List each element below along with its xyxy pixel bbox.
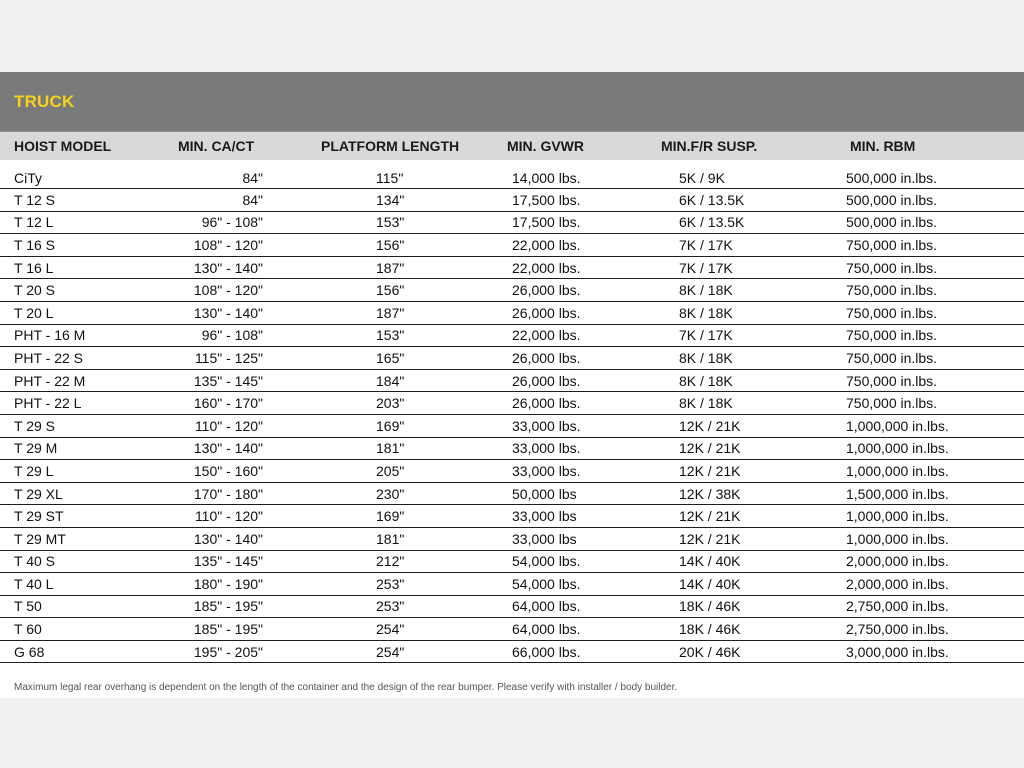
table-row [0,234,1024,257]
cell-min-rbm: 1,000,000 in.lbs. [846,417,949,434]
cell-min-gvwr: 54,000 lbs. [512,553,581,570]
header-min-gvwr: MIN. GVWR [507,138,584,154]
table-row [0,189,1024,212]
cell-min-gvwr: 22,000 lbs. [512,259,581,276]
table-row [0,528,1024,551]
cell-hoist-model: T 60 [14,621,42,638]
cell-platform-length: 153" [376,327,405,344]
cell-min-ca-ct: 130" - 140" [193,259,263,276]
cell-min-rbm: 1,000,000 in.lbs. [846,462,949,479]
cell-min-fr-susp: 12K / 21K [679,530,741,547]
cell-hoist-model: PHT - 16 M [14,327,86,344]
cell-min-gvwr: 14,000 lbs. [512,169,581,186]
cell-hoist-model: G 68 [14,643,45,660]
cell-min-rbm: 750,000 in.lbs. [846,259,938,276]
cell-min-ca-ct: 130" - 140" [193,304,263,321]
cell-hoist-model: T 12 S [14,191,55,208]
cell-min-ca-ct: 170" - 180" [193,485,263,502]
table-body [0,167,1024,663]
cell-platform-length: 169" [376,417,405,434]
cell-platform-length: 184" [376,372,405,389]
table-row [0,392,1024,415]
header-min-rbm: MIN. RBM [850,138,916,154]
cell-min-gvwr: 33,000 lbs [512,508,577,525]
cell-min-rbm: 750,000 in.lbs. [846,349,938,366]
cell-min-fr-susp: 8K / 18K [679,349,733,366]
cell-min-gvwr: 22,000 lbs. [512,327,581,344]
cell-min-gvwr: 26,000 lbs. [512,372,581,389]
cell-min-rbm: 750,000 in.lbs. [846,236,938,253]
table-row [0,279,1024,302]
cell-min-fr-susp: 18K / 46K [679,598,741,615]
cell-min-gvwr: 50,000 lbs [512,485,577,502]
cell-min-rbm: 2,000,000 in.lbs. [846,575,949,592]
cell-hoist-model: T 50 [14,598,42,615]
cell-min-fr-susp: 6K / 13.5K [679,191,745,208]
cell-hoist-model: PHT - 22 S [14,349,83,366]
table-row [0,415,1024,438]
cell-platform-length: 205" [376,462,405,479]
cell-min-ca-ct: 135" - 145" [193,372,263,389]
table-row [0,460,1024,483]
table-row [0,167,1024,189]
cell-min-gvwr: 26,000 lbs. [512,349,581,366]
cell-min-gvwr: 64,000 lbs. [512,621,581,638]
cell-min-ca-ct: 160" - 170" [193,395,263,412]
header-platform-length: PLATFORM LENGTH [321,138,460,154]
cell-min-rbm: 1,000,000 in.lbs. [846,440,949,457]
cell-platform-length: 254" [376,621,405,638]
cell-platform-length: 165" [376,349,405,366]
cell-min-gvwr: 26,000 lbs. [512,304,581,321]
cell-min-rbm: 500,000 in.lbs. [846,169,938,186]
cell-min-fr-susp: 12K / 21K [679,462,741,479]
cell-min-fr-susp: 8K / 18K [679,395,733,412]
cell-hoist-model: T 40 S [14,553,55,570]
cell-min-gvwr: 33,000 lbs. [512,440,581,457]
table-row [0,551,1024,574]
cell-min-rbm: 500,000 in.lbs. [846,214,938,231]
cell-hoist-model: T 40 L [14,575,54,592]
cell-min-fr-susp: 18K / 46K [679,621,741,638]
cell-platform-length: 134" [376,191,405,208]
cell-min-ca-ct: 130" - 140" [193,530,263,547]
cell-platform-length: 253" [376,598,405,615]
cell-min-rbm: 3,000,000 in.lbs. [846,643,949,660]
cell-hoist-model: T 16 L [14,259,54,276]
cell-min-gvwr: 64,000 lbs. [512,598,581,615]
cell-platform-length: 254" [376,643,405,660]
cell-min-ca-ct: 180" - 190" [193,575,263,592]
cell-min-ca-ct: 110" - 120" [194,508,263,525]
table-row [0,618,1024,641]
cell-hoist-model: T 29 L [14,462,54,479]
cell-platform-length: 203" [376,395,405,412]
cell-min-ca-ct: 84" [242,169,263,186]
cell-min-rbm: 2,750,000 in.lbs. [846,598,949,615]
cell-min-ca-ct: 185" - 195" [193,621,263,638]
cell-min-gvwr: 66,000 lbs. [512,643,581,660]
cell-min-ca-ct: 96" - 108" [201,214,263,231]
cell-hoist-model: T 29 M [14,440,58,457]
cell-hoist-model: T 29 ST [14,508,64,525]
table-row [0,483,1024,506]
cell-min-rbm: 500,000 in.lbs. [846,191,938,208]
table-row [0,438,1024,461]
table-row [0,596,1024,619]
cell-min-ca-ct: 108" - 120" [193,236,263,253]
cell-min-fr-susp: 14K / 40K [679,575,741,592]
cell-min-fr-susp: 20K / 46K [679,643,741,660]
cell-platform-length: 187" [376,259,405,276]
cell-min-fr-susp: 12K / 38K [679,485,741,502]
table-row [0,257,1024,280]
cell-platform-length: 187" [376,304,405,321]
spec-table-panel [0,72,1024,698]
cell-hoist-model: T 12 L [14,214,54,231]
cell-min-ca-ct: 96" - 108" [201,327,263,344]
cell-min-gvwr: 33,000 lbs [512,530,577,547]
title-bar [0,72,1024,132]
cell-min-fr-susp: 5K / 9K [679,169,725,186]
cell-hoist-model: T 29 XL [14,485,63,502]
table-row [0,641,1024,664]
cell-min-gvwr: 54,000 lbs. [512,575,581,592]
cell-min-gvwr: 33,000 lbs. [512,417,581,434]
cell-min-fr-susp: 12K / 21K [679,508,741,525]
cell-platform-length: 169" [376,508,405,525]
cell-min-fr-susp: 7K / 17K [679,327,733,344]
cell-min-rbm: 750,000 in.lbs. [846,372,938,389]
header-min-ca-ct: MIN. CA/CT [178,138,255,154]
table-row [0,302,1024,325]
cell-min-gvwr: 17,500 lbs. [512,214,581,231]
cell-min-fr-susp: 8K / 18K [679,304,733,321]
cell-min-rbm: 750,000 in.lbs. [846,327,938,344]
cell-min-fr-susp: 7K / 17K [679,236,733,253]
cell-min-fr-susp: 8K / 18K [679,282,733,299]
section-title: TRUCK [14,91,75,111]
cell-min-ca-ct: 135" - 145" [193,553,263,570]
cell-min-ca-ct: 110" - 120" [194,417,263,434]
cell-min-gvwr: 22,000 lbs. [512,236,581,253]
cell-min-rbm: 750,000 in.lbs. [846,395,938,412]
table-row [0,212,1024,235]
header-min-fr-susp: MIN.F/R SUSP. [661,138,758,154]
cell-hoist-model: T 20 L [14,304,54,321]
cell-hoist-model: PHT - 22 L [14,395,82,412]
cell-min-gvwr: 26,000 lbs. [512,282,581,299]
cell-platform-length: 212" [376,553,405,570]
table-row [0,573,1024,596]
table-row [0,505,1024,528]
cell-hoist-model: T 29 MT [14,530,66,547]
cell-min-fr-susp: 14K / 40K [679,553,741,570]
cell-min-ca-ct: 195" - 205" [193,643,263,660]
cell-min-ca-ct: 150" - 160" [193,462,263,479]
cell-min-fr-susp: 8K / 18K [679,372,733,389]
cell-platform-length: 230" [376,485,405,502]
cell-min-ca-ct: 185" - 195" [193,598,263,615]
cell-hoist-model: T 29 S [14,417,55,434]
cell-min-fr-susp: 7K / 17K [679,259,733,276]
cell-platform-length: 156" [376,236,405,253]
cell-min-gvwr: 26,000 lbs. [512,395,581,412]
footnote: Maximum legal rear overhang is dependent on the length of the container and the design of the rear bumper. Please verify with installer / body builder. [14,682,678,693]
table-header [0,132,1024,160]
cell-min-rbm: 750,000 in.lbs. [846,282,938,299]
cell-min-rbm: 1,000,000 in.lbs. [846,530,949,547]
cell-min-rbm: 750,000 in.lbs. [846,304,938,321]
cell-min-ca-ct: 130" - 140" [193,440,263,457]
cell-min-gvwr: 33,000 lbs. [512,462,581,479]
cell-min-rbm: 2,000,000 in.lbs. [846,553,949,570]
cell-min-gvwr: 17,500 lbs. [512,191,581,208]
table-row [0,370,1024,393]
cell-min-ca-ct: 108" - 120" [193,282,263,299]
cell-hoist-model: T 20 S [14,282,55,299]
cell-min-fr-susp: 12K / 21K [679,440,741,457]
cell-min-fr-susp: 6K / 13.5K [679,214,745,231]
cell-min-rbm: 1,500,000 in.lbs. [846,485,949,502]
cell-platform-length: 115" [376,169,404,186]
cell-min-ca-ct: 84" [242,191,263,208]
table-row [0,347,1024,370]
cell-min-ca-ct: 115" - 125" [194,349,263,366]
cell-min-rbm: 1,000,000 in.lbs. [846,508,949,525]
cell-platform-length: 156" [376,282,405,299]
cell-platform-length: 153" [376,214,405,231]
cell-platform-length: 181" [376,440,405,457]
cell-hoist-model: CiTy [14,169,42,186]
cell-hoist-model: T 16 S [14,236,55,253]
cell-hoist-model: PHT - 22 M [14,372,86,389]
table-row [0,325,1024,348]
header-hoist-model: HOIST MODEL [14,138,112,154]
cell-min-fr-susp: 12K / 21K [679,417,741,434]
cell-platform-length: 253" [376,575,405,592]
cell-platform-length: 181" [376,530,405,547]
cell-min-rbm: 2,750,000 in.lbs. [846,621,949,638]
